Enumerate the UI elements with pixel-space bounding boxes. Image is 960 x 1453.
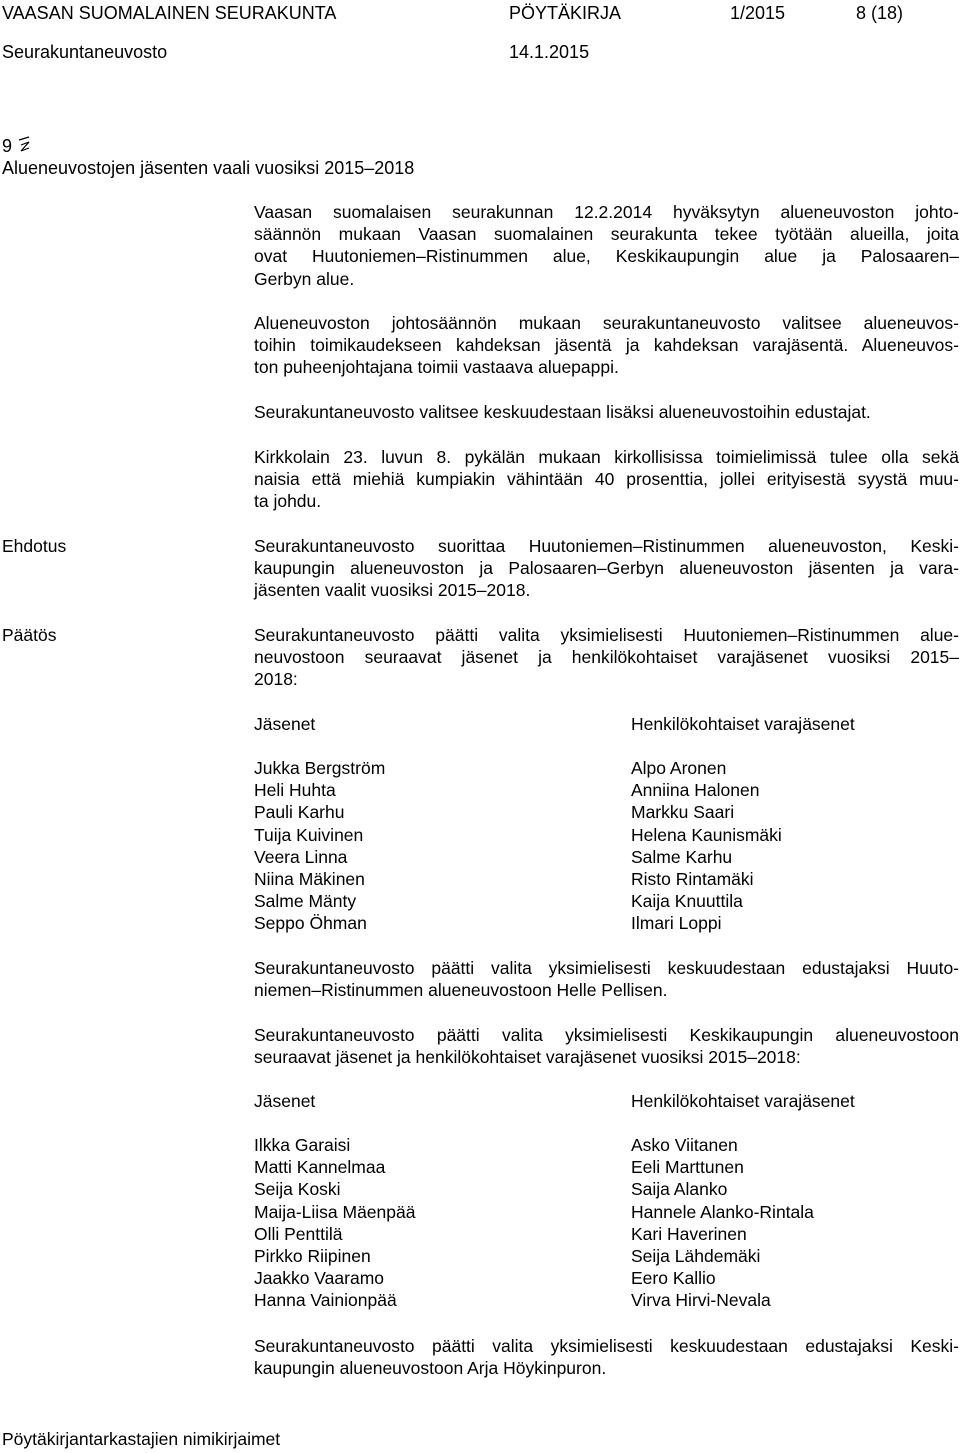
paragraph-line: jäsenten vaalit vuosiksi 2015–2018. <box>254 580 531 601</box>
member-name: Pirkko Riipinen <box>254 1246 371 1267</box>
proposal-label: Ehdotus <box>2 536 67 556</box>
member-name: Veera Linna <box>254 846 348 867</box>
deputy-name: Eero Kallio <box>631 1268 716 1289</box>
paragraph-line: seuraavat jäsenet ja henkilökohtaiset varajäsenet vuosiksi 2015–2018: <box>254 1047 801 1068</box>
deputy-name: Asko Viitanen <box>631 1135 738 1155</box>
table1-deputies-header: Henkilökohtaiset varajäsenet <box>631 714 855 734</box>
deputy-name: Virva Hirvi-Nevala <box>631 1290 771 1311</box>
paragraph-line: säännön mukaan Vaasan suomalainen seurakunta tekee työtään alueilla, joita <box>254 224 959 245</box>
deputy-name: Kari Haverinen <box>631 1223 747 1244</box>
member-name: Matti Kannelmaa <box>254 1157 386 1178</box>
section-number: 9 <box>2 136 13 156</box>
paragraph-line: Seurakuntaneuvosto päätti valita yksimielisesti keskuudestaan edustajaksi Huuto- <box>254 958 959 978</box>
proposal-text <box>254 535 959 602</box>
member-name: Seija Koski <box>254 1179 341 1200</box>
member-name: Heli Huhta <box>254 780 336 801</box>
section-title: Alueneuvostojen jäsenten vaali vuosiksi 2015–2018 <box>2 158 415 178</box>
body-name: Seurakuntaneuvosto <box>2 42 168 62</box>
paragraph-line: Seurakuntaneuvosto päätti valita yksimielisesti Keskikaupungin alueneuvostoon <box>254 1025 959 1045</box>
deputy-name: Helena Kaunismäki <box>631 824 782 845</box>
paragraph-line: neuvostoon seuraavat jäsenet ja henkilökohtaiset varajäsenet vuosiksi 2015– <box>254 647 959 668</box>
organization-name: VAASAN SUOMALAINEN SEURAKUNTA <box>2 3 337 23</box>
section-mark-icon <box>17 135 31 157</box>
church-law-paragraph <box>254 446 959 513</box>
paragraph-line: Seurakuntaneuvosto suorittaa Huutoniemen–Ristinummen alueneuvoston, Keski- <box>254 536 959 556</box>
decision-label: Päätös <box>2 625 57 645</box>
paragraph-line: Seurakuntaneuvosto päätti valita yksimielisesti keskuudestaan edustajaksi Keski- <box>254 1336 959 1356</box>
deputy-name: Ilmari Loppi <box>631 913 722 934</box>
member-name: Niina Mäkinen <box>254 869 365 890</box>
paragraph-line: Seurakuntaneuvosto valitsee keskuudestaan lisäksi alueneuvostoihin edustajat. <box>254 402 871 422</box>
table1-members-list <box>254 757 385 935</box>
member-name: Jaakko Vaaramo <box>254 1268 385 1289</box>
representatives-paragraph <box>254 401 959 423</box>
table2-deputies-header: Henkilökohtaiset varajäsenet <box>631 1091 855 1111</box>
document-number: 1/2015 <box>730 3 786 23</box>
paragraph-line: ta johdu. <box>254 491 322 512</box>
paragraph-line: kaupungin alueneuvostoon Arja Höykinpuron. <box>254 1358 607 1379</box>
table1-deputies-list <box>631 757 782 935</box>
member-name: Ilkka Garaisi <box>254 1135 351 1155</box>
meeting-date: 14.1.2015 <box>509 42 590 62</box>
paragraph-line: ovat Huutoniemen–Ristinummen alue, Keskikaupungin alue ja Palosaaren– <box>254 246 959 267</box>
deputy-name: Anniina Halonen <box>631 780 760 801</box>
member-name: Tuija Kuivinen <box>254 824 364 845</box>
member-name: Seppo Öhman <box>254 913 367 934</box>
table2-deputies-list <box>631 1134 814 1312</box>
paragraph-line: Seurakuntaneuvosto päätti valita yksimielisesti Huutoniemen–Ristinummen alue- <box>254 625 959 645</box>
deputy-name: Alpo Aronen <box>631 758 727 778</box>
deputy-name: Risto Rintamäki <box>631 869 754 890</box>
deputy-name: Seija Lähdemäki <box>631 1246 761 1267</box>
paragraph-line: Alueneuvoston johtosäännön mukaan seurakuntaneuvosto valitsee alueneuvos- <box>254 313 959 333</box>
deputy-name: Hannele Alanko-Rintala <box>631 1201 814 1222</box>
paragraph-line: Kirkkolain 23. luvun 8. pykälän mukaan kirkollisissa toimielimissä tulee olla sekä <box>254 447 959 467</box>
paragraph-line: ton puheenjohtajana toimii vastaava aluepappi. <box>254 357 619 378</box>
paragraph-line: Gerbyn alue. <box>254 268 355 289</box>
paragraph-line: kaupungin alueneuvoston ja Palosaaren–Gerbyn alueneuvoston jäsenten ja vara- <box>254 558 959 579</box>
table2-members-list <box>254 1134 415 1312</box>
representative-decision-2 <box>254 1335 959 1379</box>
deputy-name: Eeli Marttunen <box>631 1157 744 1178</box>
paragraph-line: naisia että miehiä kumpiakin vähintään 40 prosenttia, jollei erityisestä syystä muu- <box>254 469 959 490</box>
member-name: Jukka Bergström <box>254 758 386 778</box>
deputy-name: Markku Saari <box>631 802 735 823</box>
page-number: 8 (18) <box>856 3 904 23</box>
member-name: Hanna Vainionpää <box>254 1290 397 1311</box>
keskikaupunki-decision <box>254 1024 959 1068</box>
paragraph-line: 2018: <box>254 669 298 690</box>
paragraph-line: Vaasan suomalaisen seurakunnan 12.2.2014 hyväksytyn alueneuvoston johto- <box>254 202 959 222</box>
paragraph-line: niemen–Ristinummen alueneuvostoon Helle Pellisen. <box>254 980 668 1001</box>
footer-initials-label: Pöytäkirjantarkastajien nimikirjaimet <box>2 1429 281 1449</box>
member-name: Salme Mänty <box>254 891 357 912</box>
member-name: Olli Penttilä <box>254 1223 343 1244</box>
intro-paragraph <box>254 201 959 290</box>
member-name: Pauli Karhu <box>254 802 345 823</box>
document-type: PÖYTÄKIRJA <box>509 3 622 23</box>
paragraph-line: toihin toimikaudekseen kahdeksan jäsentä ja kahdeksan varajäsentä. Alueneuvos- <box>254 335 959 356</box>
table1-members-header: Jäsenet <box>254 714 316 734</box>
decision-text <box>254 624 959 691</box>
deputy-name: Kaija Knuuttila <box>631 891 743 912</box>
representative-decision-1 <box>254 957 959 1001</box>
bylaw-paragraph <box>254 312 959 379</box>
member-name: Maija-Liisa Mäenpää <box>254 1201 416 1222</box>
deputy-name: Salme Karhu <box>631 846 733 867</box>
deputy-name: Saija Alanko <box>631 1179 728 1200</box>
table2-members-header: Jäsenet <box>254 1091 316 1111</box>
